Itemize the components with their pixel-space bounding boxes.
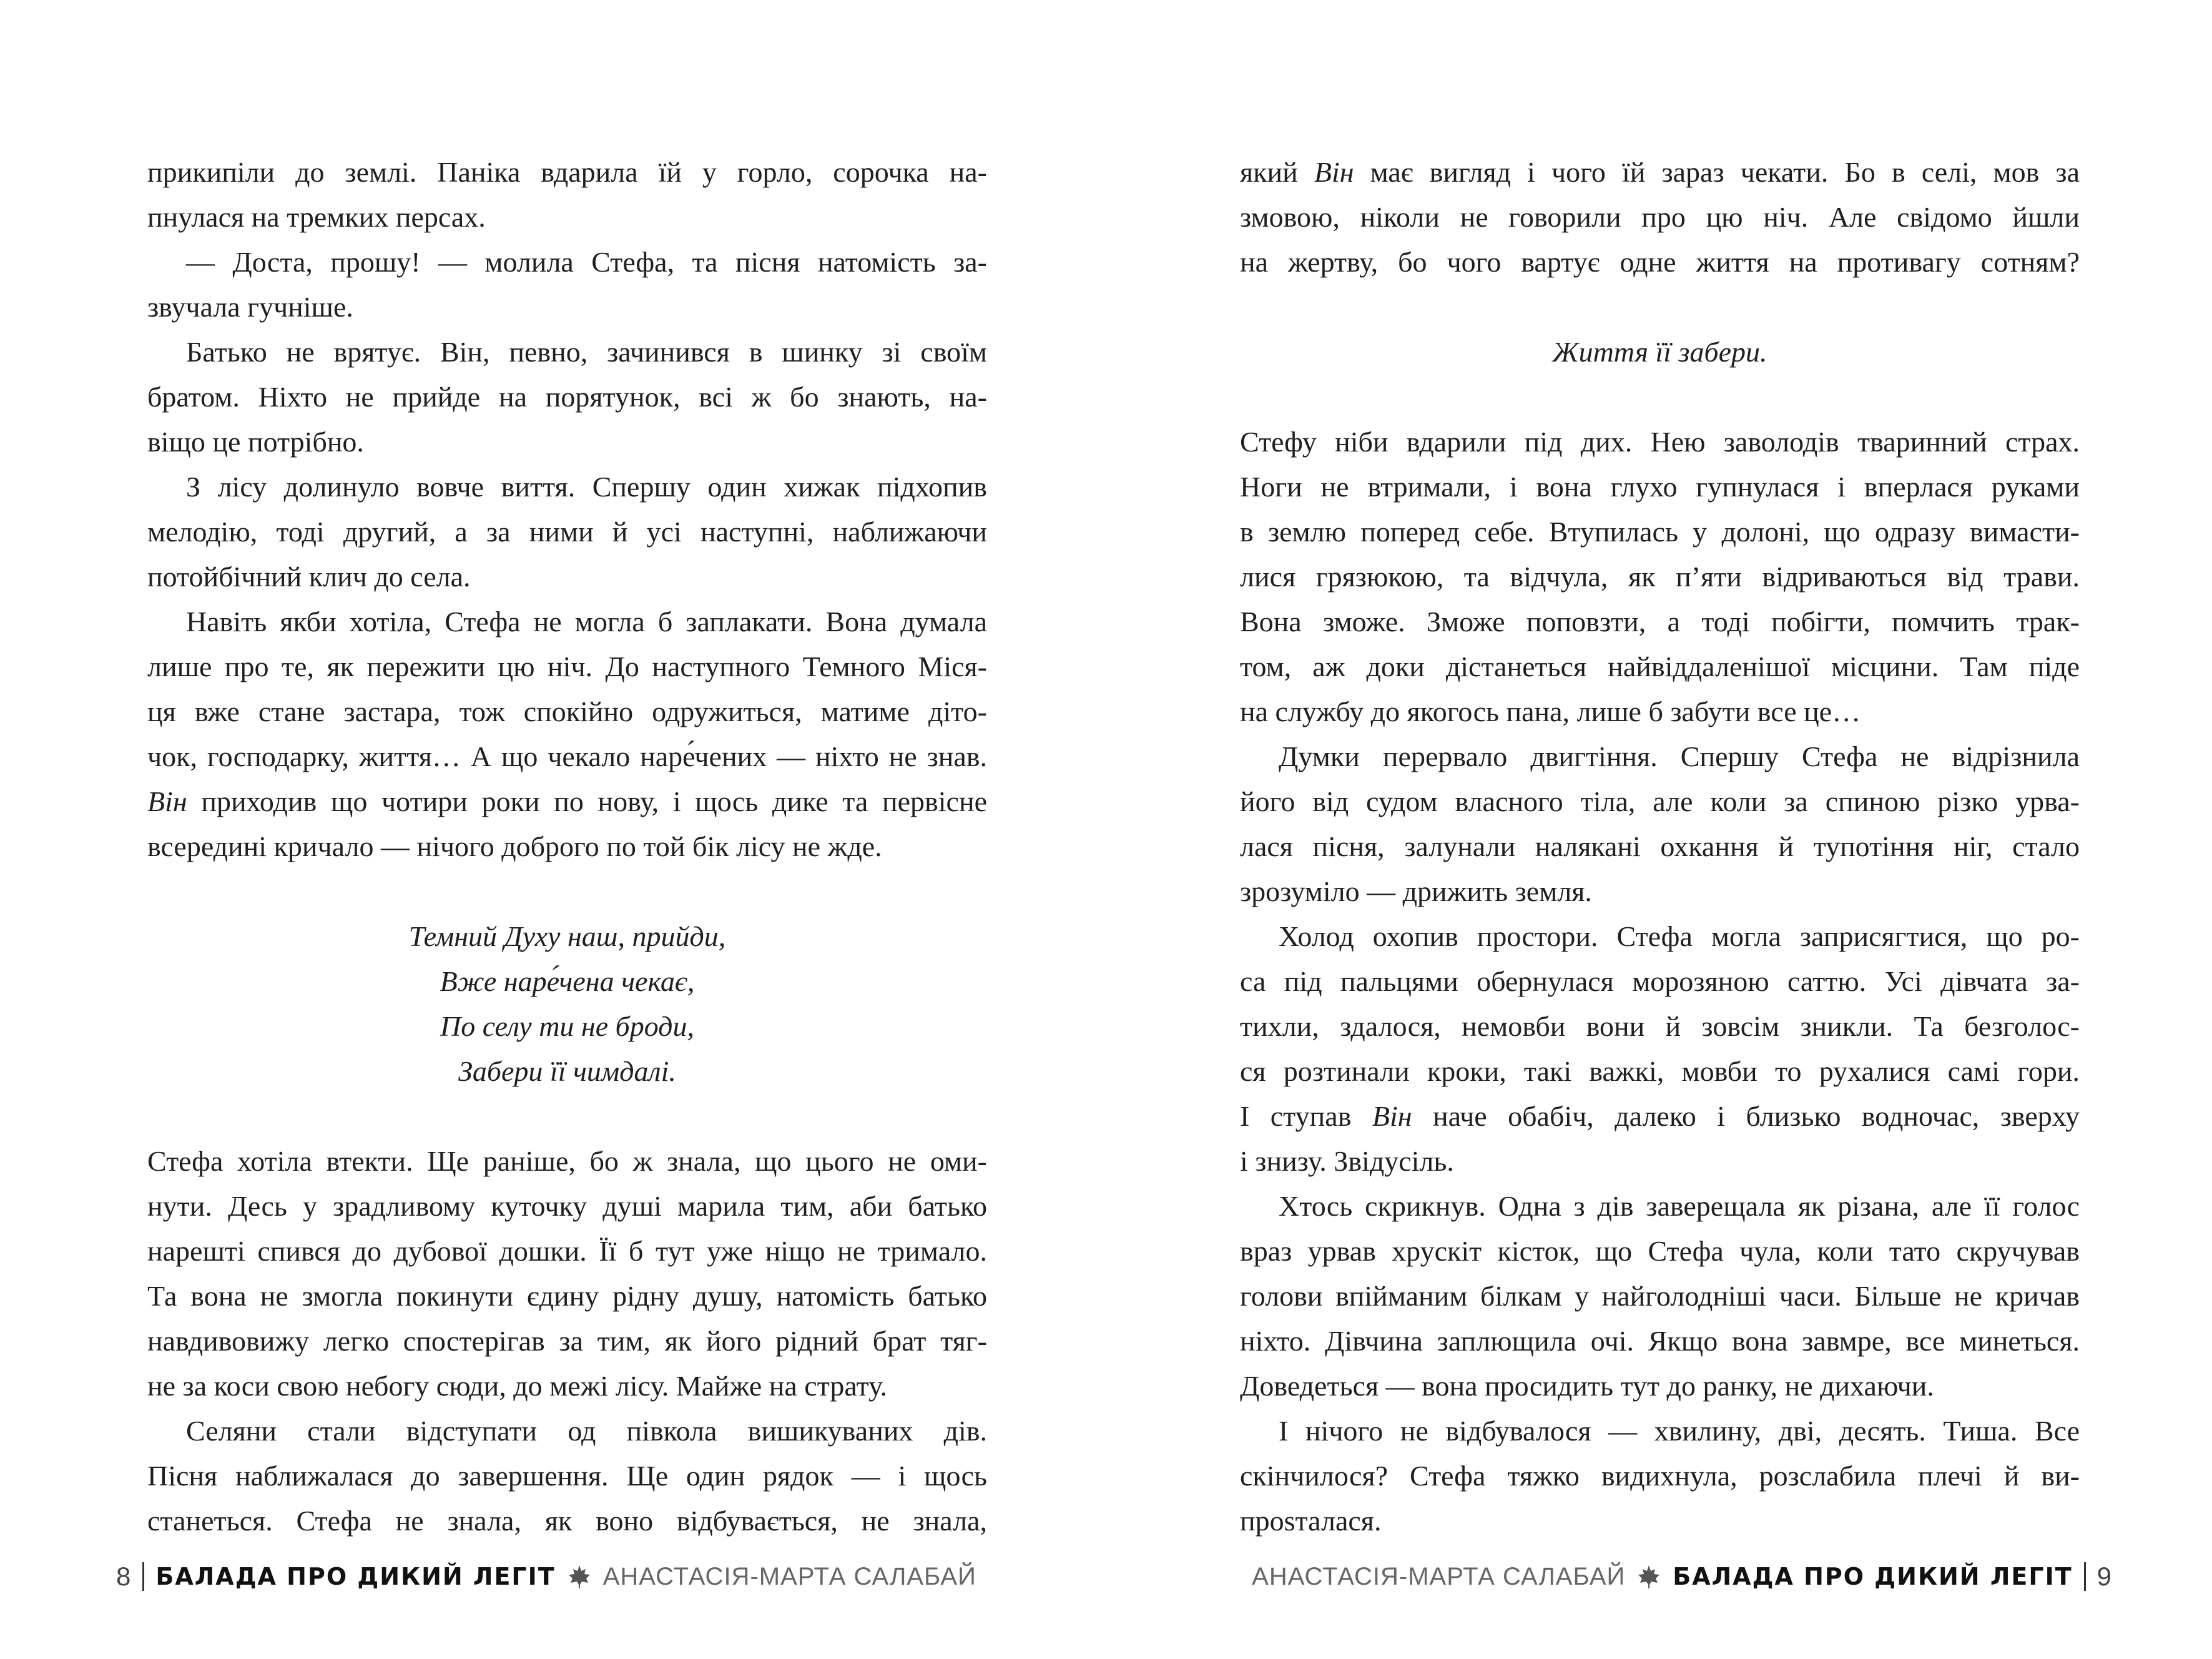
- text-line: прикипіли до землі. Паніка вдарила їй у горло, сорочка на-: [147, 156, 987, 188]
- spacer: [1240, 375, 2080, 420]
- text-line: братом. Ніхто не прийде на порятунок, всі ж бо знають, на-: [147, 381, 987, 413]
- text-span: наче обабіч, далеко і близько водночас, зверху: [1412, 1100, 2080, 1132]
- text-line: [147, 779, 987, 824]
- text-line: Стефа хотіла втекти. Ще раніше, бо ж знала, що цього не оми-: [147, 1145, 987, 1177]
- text-line: Та вона не змогла покинути єдину рідну душу, натомість батько: [147, 1280, 987, 1312]
- text-line: [1240, 150, 2080, 195]
- text-line: лися грязюкою, та відчула, як п’яти відриваються від трави.: [1240, 561, 2080, 593]
- footer-divider: [2084, 1562, 2086, 1591]
- text-line: і знизу. Звідусіль.: [1240, 1145, 1454, 1177]
- text-line: мелодію, тоді другий, а за ними й усі наступні, наближаючи: [147, 516, 987, 548]
- page-number: 9: [2096, 1562, 2112, 1591]
- text-line: всередині кричало — нічого доброго по той бік лісу не жде.: [147, 830, 882, 862]
- maple-leaf-icon: [567, 1564, 592, 1589]
- maple-leaf-icon: [1636, 1564, 1661, 1589]
- text-span: який: [1240, 156, 1314, 188]
- text-line: [1240, 1094, 2080, 1139]
- text-line: Пісня наближалася до завершення. Ще один рядок — і щось: [147, 1460, 987, 1492]
- text-line: Холод охопив простори. Стефа могла заприсягтися, що ро-: [1279, 920, 2080, 952]
- text-line: Батько не врятує. Він, певно, зачинився в шинку зі своїм: [186, 336, 987, 368]
- text-line: Думки перервало двигтіння. Спершу Стефа не відрізнила: [1279, 741, 2080, 772]
- text-line: ця вже стане застара, тож спокійно одружиться, матиме діто-: [147, 696, 987, 727]
- text-line: скінчилося? Стефа тяжко видихнула, розслабила плечі й ви-: [1240, 1460, 2080, 1492]
- text-line: Хтось скрикнув. Одна з дів заверещала як різана, але її голос: [1279, 1190, 2080, 1222]
- text-span: має вигляд і чого їй зараз чекати. Бо в селі, мов за: [1354, 156, 2080, 188]
- text-line: Ноги не втримали, і вона глухо гупнулася і вперлася руками: [1240, 471, 2080, 503]
- text-line: зрозуміло — дрижить земля.: [1240, 875, 1592, 907]
- text-line: — Доста, прошу! — молила Стефа, та пісня натомість за-: [186, 246, 987, 278]
- text-line: станеться. Стефа не знала, як воно відбувається, не знала,: [147, 1505, 987, 1537]
- left-page-text: [147, 150, 987, 1543]
- text-line: І нічого не відбувалося — хвилину, дві, десять. Тиша. Все: [1279, 1415, 2080, 1447]
- text-line: на жертву, бо чого вартує одне життя на противагу сотням?: [1240, 246, 2080, 278]
- text-span: приходив що чотири роки по нову, і щось дике та первісне: [187, 785, 987, 817]
- text-line: Стефу ніби вдарили під дих. Нею заволодів тваринний страх.: [1240, 426, 2080, 458]
- text-line: Селяни стали відступати од півкола вишикуваних дів.: [186, 1415, 987, 1447]
- verse-line: Життя її забери.: [1552, 336, 1767, 368]
- text-line: голови впійманим білкам у найголодніші часи. Більше не кричав: [1240, 1280, 2080, 1312]
- emphasis-he: Він: [1314, 156, 1354, 188]
- text-line: Вона зможе. Зможе поповзти, а тоді побігти, помчить трак-: [1240, 606, 2080, 638]
- author-name: АНАСТАСІЯ-МАРТА САЛАБАЙ: [602, 1562, 976, 1590]
- verse-line: Темний Духу наш, прийди,: [408, 920, 726, 952]
- spacer: [147, 1094, 987, 1139]
- text-line: З лісу долинуло вовче виття. Спершу один хижак підхопив: [186, 471, 987, 503]
- text-line: звучала гучніше.: [147, 291, 353, 323]
- verse-line: По селу ти не броди,: [440, 1010, 694, 1042]
- text-line: навдивовижу легко спостерігав за тим, як його рідний брат тяг-: [147, 1325, 987, 1357]
- book-title: БАЛАДА ПРО ДИКИЙ ЛЕГІТ: [1673, 1563, 2073, 1590]
- text-line: ся розтинали кроки, такі важкі, мовби то рухалися самі гори.: [1240, 1055, 2080, 1087]
- text-line: лише про те, як пережити цю ніч. До наступного Темного Міся-: [147, 651, 987, 682]
- text-line: тихли, здалося, немовби вони й зовсім зникли. Та безголос-: [1240, 1010, 2080, 1042]
- right-page-text: [1240, 150, 2080, 1543]
- page-footer: [116, 1558, 976, 1595]
- text-line: нарешті спився до дубової дошки. Її б тут уже ніщо не тримало.: [147, 1235, 987, 1267]
- spacer: [1240, 285, 2080, 330]
- text-span: І ступав: [1240, 1100, 1372, 1132]
- text-line: пнулася на тремких персах.: [147, 201, 486, 233]
- text-line: том, аж доки дістанеться найвіддаленішої місцини. Там піде: [1240, 651, 2080, 682]
- text-line: потойбічний клич до села.: [147, 561, 471, 593]
- text-line: нути. Десь у зрадливому куточку душі марила тим, аби батько: [147, 1190, 987, 1222]
- emphasis-he: Він: [147, 785, 187, 817]
- text-line: не за коси свою небогу сюди, до межі лісу. Майже на страту.: [147, 1370, 887, 1402]
- spacer: [147, 869, 987, 914]
- text-line: чок, господарку, життя… А що чекало наре́чених — ніхто не знав.: [147, 741, 987, 772]
- verse-line: Забери її чимдалі.: [458, 1055, 676, 1087]
- text-line: лася пісня, залунали налякані охкання й тупотіння ніг, стало: [1240, 830, 2080, 862]
- author-name: АНАСТАСІЯ-МАРТА САЛАБАЙ: [1252, 1562, 1626, 1590]
- text-line: ніхто. Дівчина заплющила очі. Якщо вона завмре, все минеться.: [1240, 1325, 2080, 1357]
- page-footer: [1252, 1558, 2112, 1595]
- footer-divider: [142, 1562, 144, 1591]
- emphasis-he: Він: [1372, 1100, 1412, 1132]
- text-line: Доведеться — вона просидить тут до ранку, не дихаючи.: [1240, 1370, 1934, 1402]
- book-title: БАЛАДА ПРО ДИКИЙ ЛЕГІТ: [155, 1563, 556, 1590]
- text-line: змовою, ніколи не говорили про цю ніч. Але свідомо йшли: [1240, 201, 2080, 233]
- page-number: 8: [116, 1562, 132, 1591]
- text-line: на службу до якогось пана, лише б забути все це…: [1240, 696, 1861, 727]
- text-line: са під пальцями обернулася морозяною саттю. Усі дівчата за-: [1240, 965, 2080, 997]
- text-line: віщо це потрібно.: [147, 426, 364, 458]
- right-page: [1106, 0, 2212, 1659]
- text-line: його від судом власного тіла, але коли за спиною різко урва-: [1240, 785, 2080, 817]
- text-line: Навіть якби хотіла, Стефа не могла б заплакати. Вона думала: [186, 606, 987, 638]
- text-line: враз урвав хрускіт кісток, що Стефа чула, коли тато скручував: [1240, 1235, 2080, 1267]
- text-line: прosталася.: [1240, 1505, 1382, 1537]
- text-line: в землю поперед себе. Втупилась у долоні, що одразу вимасти-: [1240, 516, 2080, 548]
- verse-line: Вже наре́чена чекає,: [440, 965, 695, 997]
